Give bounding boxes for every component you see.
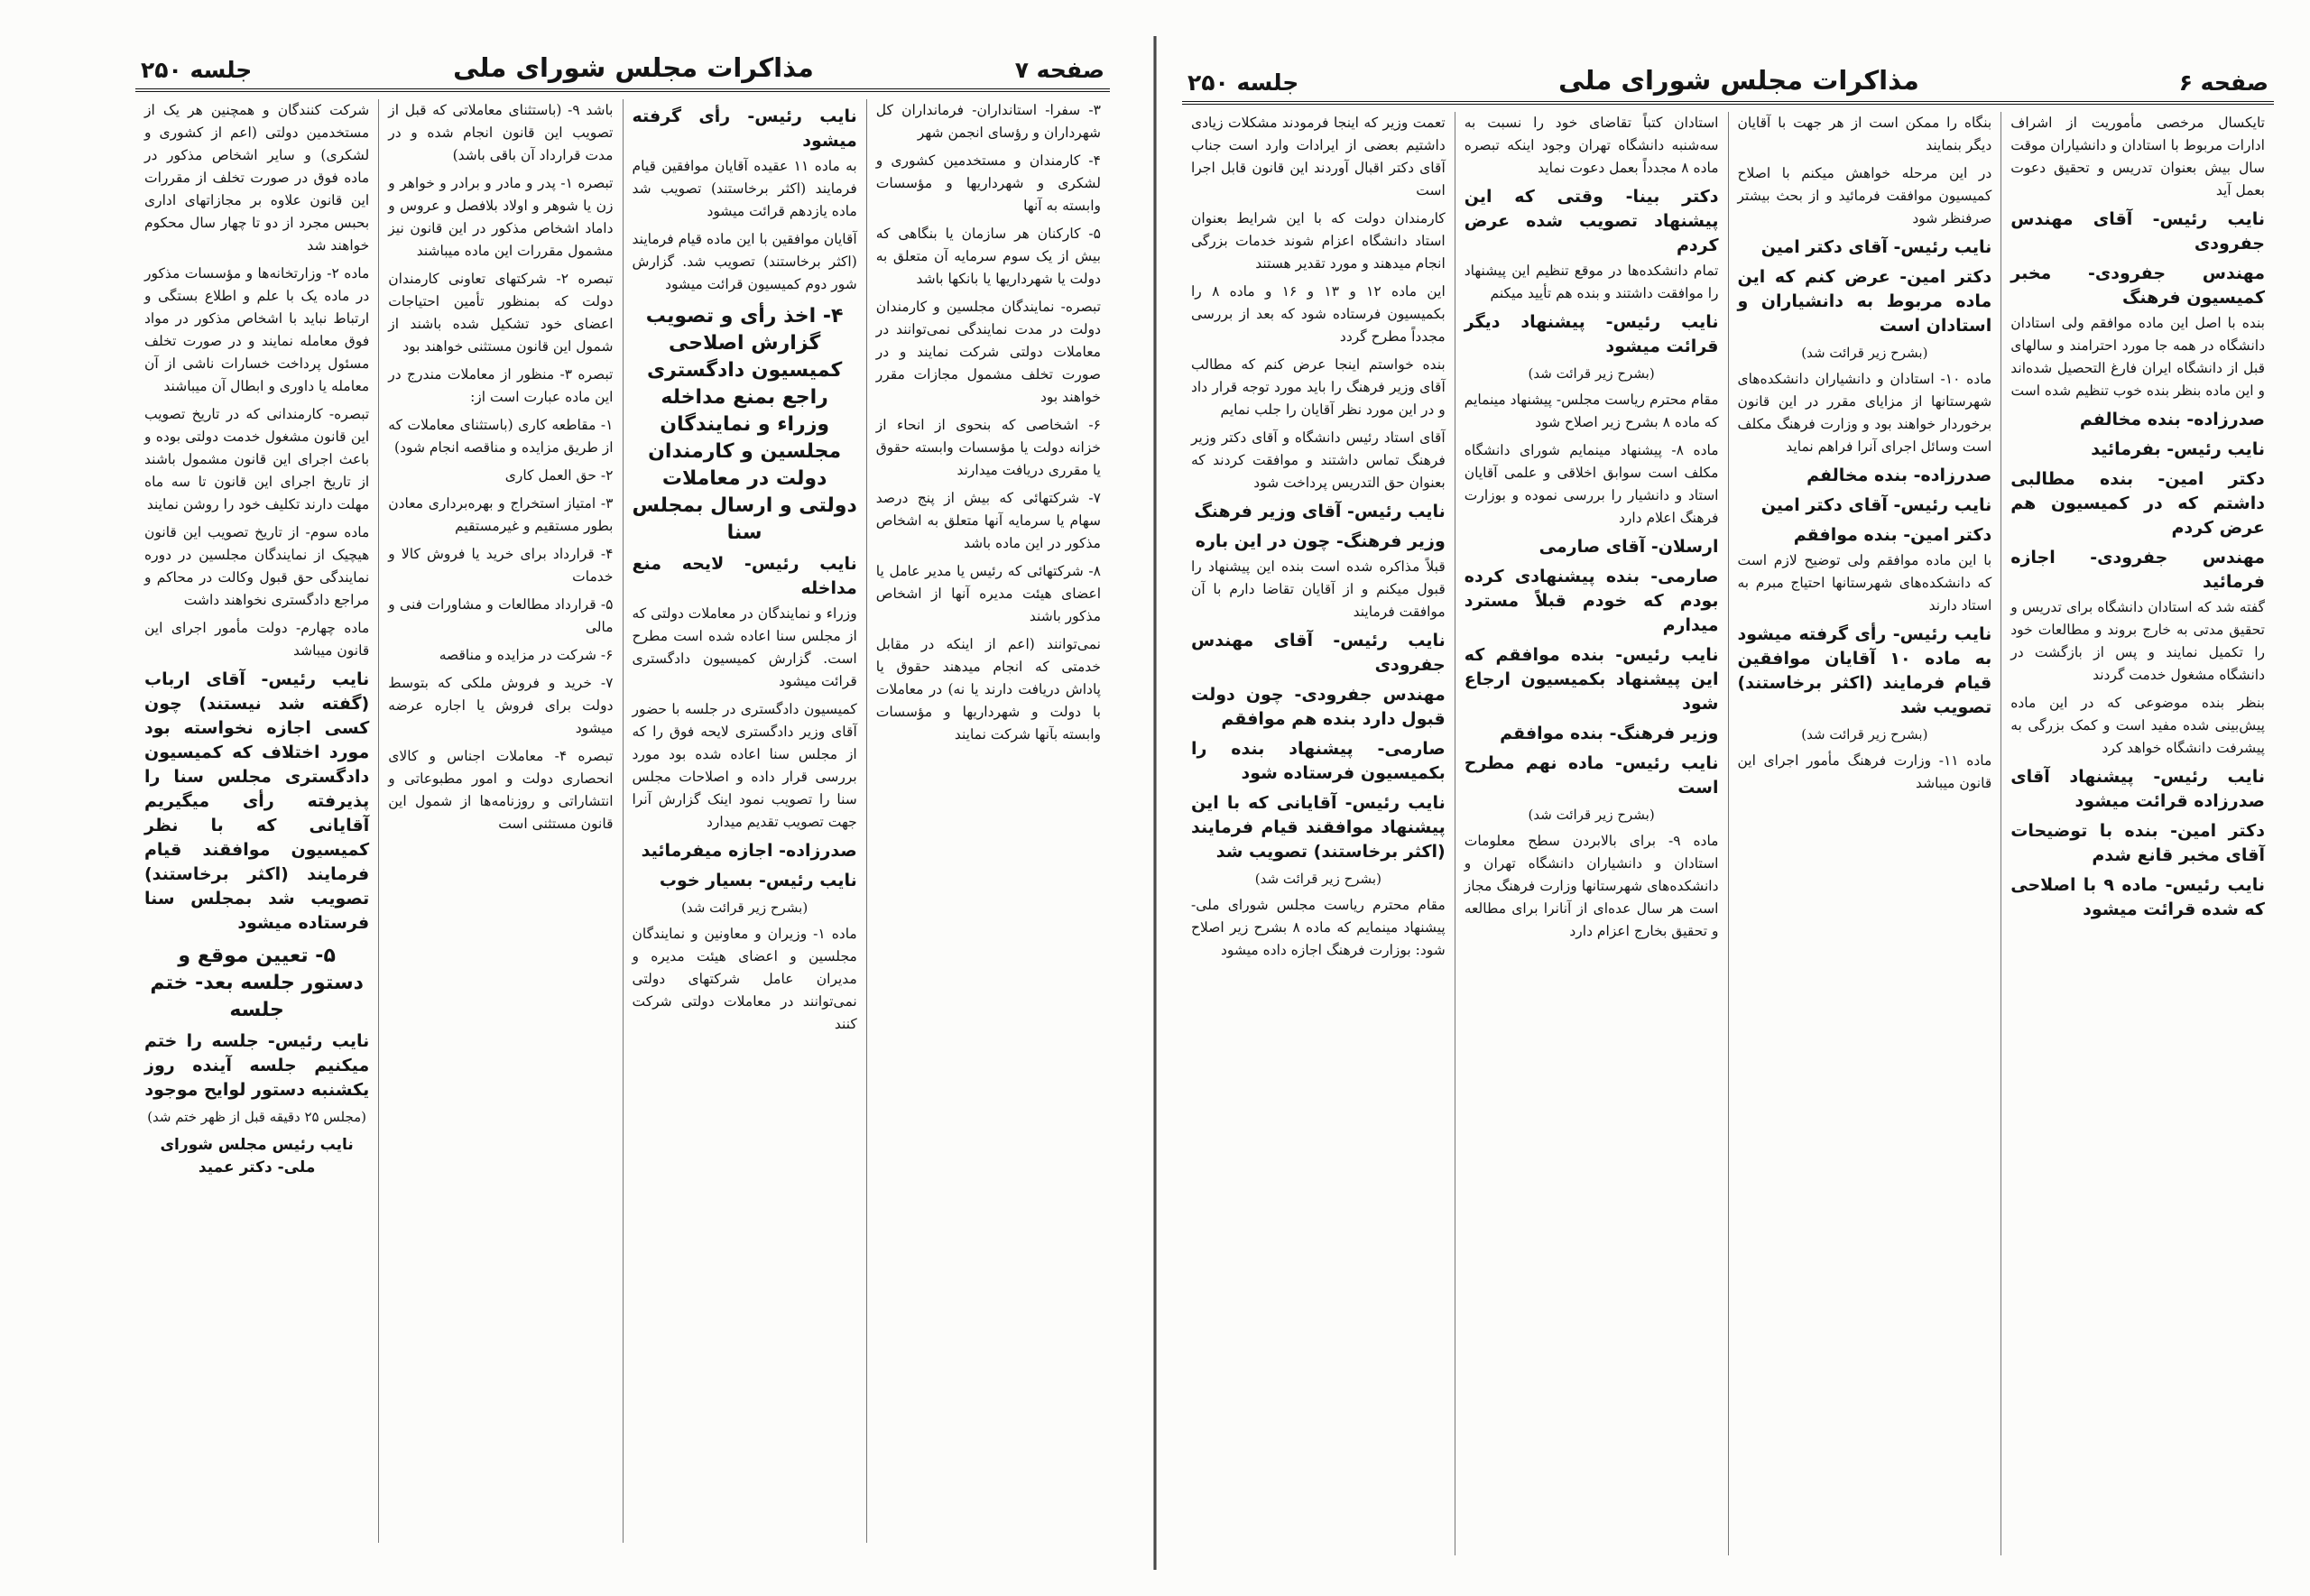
paragraph: کمیسیون دادگستری در جلسه با حضور آقای وزیر دادگستری لایحه فوق را که از مجلس سنا اعاده شده بود مورد بررسی قرار داده و اصلاحات مجلس سنا را تصویب نمود اینک گزارش آنرا جهت تصویب تقدیم میدارد — [632, 701, 857, 830]
speaker-line: مهندس جفرودی- مخبر کمیسیون فرهنگ — [2010, 263, 2265, 308]
paragraph: تعمت وزیر که اینجا فرمودند مشکلات زیادی داشتیم بعضی از ایرادات وارد است جناب آقای دکتر اقبال آوردند این قانون قابل اجرا است — [1191, 115, 1446, 198]
paragraph: شرکت کنندگان و همچنین هر یک از مستخدمین دولتی (اعم از کشوری و لشکری) و سایر اشخاص مذکور در ماده فوق در صورت تخلف از مقررات این قانون علاوه بر مجازاتهای اداری بحبس مجرد از دو تا چهار سال محکوم خواهند شد — [144, 102, 370, 254]
paragraph: به ماده ۱۱ عقیده آقایان موافقین قیام فرمایند (اکثر برخاستند) تصویب شد ماده یازدهم قرائت میشود — [632, 158, 857, 219]
page-right — [1164, 0, 2310, 1596]
paragraph: بنده خواستم اینجا عرض کنم که مطالب آقای وزیر فرهنگ را باید مورد توجه قرار داد و در این مورد نظر آقایان را جلب نمایم — [1191, 356, 1446, 418]
paragraph: ۵- قرارداد مطالعات و مشاورات فنی و مالی — [388, 596, 614, 635]
paragraph: آقایان موافقین با این ماده قیام فرمایند (اکثر برخاستند) تصویب شد. گزارش شور دوم کمیسیون قرائت میشود — [632, 231, 857, 292]
paragraph: تایکسال مرخصی مأموریت از اشراف ادارات مربوط با استادان و دانشیاران موقت سال بیش بعنوان تدریس و تحقیق دعوت بعمل آید — [2010, 115, 2265, 198]
reading-note: (بشرح زیر قرائت شد) — [681, 899, 808, 916]
paragraph: تبصره ۴- معاملات اجناس و کالای انحصاری دولت و امور مطبوعاتی و انتشاراتی و روزنامه‌ها از شمول این قانون مستثنی است — [388, 748, 614, 832]
speaker-line: وزیر فرهنگ- بنده موافقم — [1500, 724, 1719, 743]
speaker-line: نایب رئیس- لایحه منع مداخله — [632, 554, 857, 598]
paragraph: ۴- کارمندان و مستخدمین کشوری و لشکری و شهرداریها و مؤسسات وابسته به آنها — [875, 152, 1101, 214]
paragraph: تبصره- نمایندگان مجلسین و کارمندان دولت در مدت نمایندگی نمی‌توانند در معاملات دولتی شرکت نمایند و در صورت تخلف مشمول مجازات مقرر خواهند بود — [875, 299, 1101, 405]
paragraph: نمی‌توانند (اعم از اینکه در مقابل خدمتی که انجام میدهند حقوق یا پاداش دریافت دارند یا نه) در معاملات با دولت و شهرداریها و مؤسسات وابسته بآنها شرکت نمایند — [875, 636, 1101, 743]
reading-note: (بشرح زیر قرائت شد) — [1528, 365, 1655, 382]
paragraph: تبصره ۱- پدر و مادر و برادر و خواهر و زن یا شوهر و اولاد بلافصل و عروس و داماد اشخاص مذکور در این قانون نیز مشمول مقررات این ماده میباشند — [388, 175, 614, 259]
reading-note: (بشرح زیر قرائت شد) — [1801, 726, 1928, 743]
page-header — [1182, 65, 2274, 105]
speaker-line: نایب رئیس- بفرمائید — [2091, 439, 2265, 459]
paragraph: تبصره ۳- منظور از معاملات مندرج در این ماده عبارت است از: — [388, 366, 614, 405]
paragraph: ماده ۱- وزیران و معاونین و نمایندگان مجلسین و اعضای هیئت مدیره و مدیران عامل شرکتهای دولتی نمی‌توانند در معاملات دولتی شرکت کنند — [632, 926, 857, 1032]
paragraph: آقای استاد رئیس دانشگاه و آقای دکتر وزیر فرهنگ تماس داشتند و موافقت کردند که بعنوان حق التدریس پرداخت شود — [1191, 429, 1446, 491]
text-column — [135, 99, 378, 1543]
speaker-line: نایب رئیس- آقای مهندس جفرودی — [1191, 631, 1446, 675]
paragraph: ماده ۱۱- وزارت فرهنگ مأمور اجرای این قانون میباشد — [1737, 752, 1992, 791]
paragraph: مقام محترم ریاست مجلس- پیشنهاد مینمایم که ماده ۸ بشرح زیر اصلاح شود — [1464, 392, 1719, 430]
paragraph: تبصره ۲- شرکتهای تعاونی کارمندان دولت که بمنظور تأمین احتیاجات اعضای خود تشکیل شده باشند از شمول این قانون مستثنی خواهند بود — [388, 271, 614, 355]
paragraph: این ماده ۱۲ و ۱۳ و ۱۶ و ماده ۸ را بکمیسیون فرستاده شود که بعد از بررسی مجدداً مطرح گردد — [1191, 283, 1446, 345]
speaker-line: نایب رئیس- بنده موافقم که این پیشنهاد بکمیسیون ارجاع شود — [1464, 645, 1719, 714]
speaker-line: نایب رئیس- جلسه را ختم میکنیم جلسه آینده روز یکشنبه دستور لوایح موجود — [144, 1031, 370, 1100]
publication-title: مذاکرات مجلس شورای ملی — [1558, 65, 1919, 96]
speaker-line: نایب رئیس- ماده ۹ با اصلاحی که شده قرائت میشود — [2010, 875, 2266, 919]
page-number: صفحه ۷ — [1014, 57, 1104, 83]
text-column — [1182, 112, 1455, 1555]
speaker-line: مهندس جفرودی- اجازه فرمائید — [2010, 548, 2265, 592]
reading-note: (بشرح زیر قرائت شد) — [1528, 807, 1655, 823]
speaker-line: نایب رئیس- آقای مهندس جفرودی — [2010, 209, 2265, 254]
page-number: صفحه ۶ — [2178, 69, 2268, 96]
paragraph: بنده با اصل این ماده موافقم ولی استادان دانشگاه در همه جا مورد احترامند و سالهای قبل از دانشگاه ایران فارغ التحصیل شده‌اند و این ماده بنظر بنده خوب تنظیم شده است — [2010, 315, 2265, 399]
speaker-line: نایب رئیس- آقای دکتر امین — [1760, 237, 1992, 257]
paragraph: ۵- کارکنان هر سازمان یا بنگاهی که بیش از یک سوم سرمایه آن متعلق به دولت یا شهرداریها یا بانکها باشد — [875, 226, 1101, 287]
speaker-line: دکتر امین- عرض کنم که این ماده مربوط به دانشیاران و استادان است — [1737, 267, 1992, 336]
speaker-line: نایب رئیس- پیشنهاد دیگر قرائت میشود — [1464, 312, 1719, 356]
speaker-line: نایب رئیس- پیشنهاد آقای صدرزاده قرائت میشود — [2010, 767, 2265, 811]
page-fold — [1153, 36, 1157, 1570]
paragraph: ۴- قرارداد برای خرید یا فروش کالا و خدمات — [388, 546, 614, 585]
text-column — [1455, 112, 1728, 1555]
columns — [1182, 112, 2274, 1555]
speaker-line: نایب رئیس- آقای ارباب (گفته شد نیستند) چون کسی اجازه نخواسته بود مورد اختلاف که کمیسیون دادگستری مجلس سنا را پذیرفته رأی میگیریم آقایانی که با نظر کمیسیون موافقند قیام فرمایند (اکثر برخاستند) تصویب شد بمجلس سنا فرستاده میشود — [144, 669, 370, 933]
paragraph: ۷- شرکتهائی که بیش از پنج درصد سهام یا سرمایه آنها متعلق به اشخاص مذکور در این ماده باشد — [875, 490, 1101, 551]
speaker-line: دکتر امین- بنده موافقم — [1793, 525, 1992, 545]
text-column — [623, 99, 866, 1543]
paragraph: ماده ۲- وزارتخانه‌ها و مؤسسات مذکور در ماده یک با علم و اطلاع بستگی و ارتباط نباید با اشخاص مذکور در مواد فوق معامله نمایند و در صورت تخلف مسئول پرداخت خسارات ناشی از آن معامله یا داوری و ابطال آن میباشند — [144, 265, 370, 394]
reading-note: (بشرح زیر قرائت شد) — [1801, 345, 1928, 361]
paragraph: ماده سوم- از تاریخ تصویب این قانون هیچیک از نمایندگان مجلسین در دوره نمایندگی حق قبول وکالت در محاکم و مراجع دادگستری نخواهند داشت — [144, 524, 370, 608]
paragraph: باشد ۹- (باستثنای معاملاتی که قبل از تصویب این قانون انجام شده و در مدت قرارداد آن باقی باشد) — [388, 102, 614, 163]
paragraph: مقام محترم ریاست مجلس شورای ملی- پیشنهاد مینمایم که ماده ۸ بشرح زیر اصلاح شود: بوزارت فرهنگ اجازه داده میشود — [1191, 897, 1446, 958]
text-column — [378, 99, 622, 1543]
session-number: جلسه ۲۵۰ — [141, 57, 253, 83]
speaker-line: نایب رئیس- آقای دکتر امین — [1760, 495, 1992, 515]
speaker-line: دکتر بینا- وقتی که این پیشنهاد تصویب شده عرض کردم — [1464, 187, 1719, 255]
paragraph: ماده ۱۰- استادان و دانشیاران دانشکده‌های شهرستانها از مزایای مقرر در این قانون برخوردار خواهند بود و وزارت فرهنگ مکلف است وسائل اجرای آنرا فراهم نماید — [1737, 371, 1992, 455]
paragraph: ۶- اشخاصی که بنحوی از انحاء از خزانه دولت یا مؤسسات وابسته حقوق یا مقرری دریافت میدارند — [875, 417, 1101, 478]
speaker-line: صارمی- پیشنهاد بنده را بکمیسیون فرستاده شود — [1191, 739, 1446, 783]
paragraph: قبلاً مذاکره شده است بنده این پیشنهاد را قبول میکنم و از آقایان تقاضا دارم با آن موافقت فرمایند — [1191, 558, 1446, 620]
publication-title: مذاکرات مجلس شورای ملی — [453, 52, 814, 83]
speaker-line: ارسلان- آقای صارمی — [1538, 537, 1719, 557]
paragraph: استادان کتباً تقاضای خود را نسبت به سه‌شنبه دانشگاه تهران وجود اینکه تبصره ماده ۸ مجدداً بعمل دعوت نماید — [1464, 115, 1719, 176]
section-heading: ۵- تعیین موقع و دستور جلسه بعد- ختم جلسه — [150, 945, 364, 1021]
text-column — [2000, 112, 2274, 1555]
speaker-line: دکتر امین- بنده با توضیحات آقای مخبر قانع شدم — [2010, 821, 2265, 865]
speaker-line: وزیر فرهنگ- چون در این باره — [1195, 531, 1446, 551]
signature-line: نایب رئیس مجلس شورای ملی- دکتر عمید — [160, 1136, 354, 1176]
paragraph: ۷- خرید و فروش ملکی که بتوسط دولت برای فروش یا اجاره عرضه میشود — [388, 675, 614, 736]
paragraph: ماده چهارم- دولت مأمور اجرای این قانون میباشد — [144, 620, 370, 659]
paragraph: کارمندان دولت که با این شرایط بعنوان استاد دانشگاه اعزام شوند خدمات بزرگی انجام میدهند و مورد تقدیر هستند — [1191, 210, 1446, 272]
reading-note: (بشرح زیر قرائت شد) — [1254, 871, 1381, 887]
session-number: جلسه ۲۵۰ — [1187, 69, 1299, 96]
paragraph: تمام دانشکده‌ها در موقع تنظیم این پیشنهاد را موافقت داشتند و بنده هم تأیید میکنم — [1464, 263, 1719, 301]
speaker-line: صدرزاده- بنده مخالفم — [2079, 410, 2265, 429]
section-heading: ۴- اخذ رأی و تصویب گزارش اصلاحی کمیسیون دادگستری راجع بمنع مداخله وزراء و نمایندگان مجلسین و کارمندان دولت در معاملات دولتی و ارسال بمجلس سنا — [632, 305, 857, 544]
speaker-line: نایب رئیس- رأی گرفته میشود — [632, 106, 857, 151]
paragraph: تبصره- کارمندانی که در تاریخ تصویب این قانون مشغول خدمت دولتی بوده و باعث اجرای این قانون مشمول باشند از تاریخ اجرای این قانون تا سه ماه مهلت دارند تکلیف خود را روشن نمایند — [144, 406, 370, 512]
speaker-line: نایب رئیس- بسیار خوب — [659, 871, 857, 890]
paragraph: ۶- شرکت در مزایده و مناقصه — [439, 647, 614, 663]
text-column — [866, 99, 1110, 1543]
paragraph: با این ماده موافقم ولی توضیح لازم است که دانشکده‌های شهرستانها احتیاج مبرم به استاد دارند — [1737, 552, 1992, 613]
speaker-line: دکتر امین- بنده مطالبی داشتم که در کمیسیون هم عرض کردم — [2010, 469, 2265, 538]
paragraph: در این مرحله خواهش میکنم با اصلاح کمیسیون موافقت فرمائید و از بحث بیشتر صرفنظر شود — [1737, 165, 1992, 226]
paragraph: وزراء و نمایندگان در معاملات دولتی که از مجلس سنا اعاده شده است مطرح است. گزارش کمیسیون دادگستری قرائت میشود — [632, 605, 857, 689]
paragraph: ۳- سفرا- استانداران- فرمانداران کل شهرداران و رؤسای انجمن شهر — [875, 102, 1101, 141]
paragraph: ۱- مقاطعه کاری (باستثنای معاملات که از طریق مزایده و مناقصه انجام شود) — [388, 417, 614, 456]
speaker-line: مهندس جفرودی- چون دولت قبول دارد بنده هم موافقم — [1191, 685, 1446, 729]
speaker-line: نایب رئیس- رأی گرفته میشود به ماده ۱۰ آقایان موافقین قیام فرمایند (اکثر برخاستند) تصویب شد — [1737, 624, 1992, 717]
page-header — [135, 52, 1110, 92]
speaker-line: نایب رئیس- آقایانی که با این پیشنهاد موافقند قیام فرمایند (اکثر برخاستند) تصویب شد — [1191, 793, 1446, 862]
paragraph: ماده ۸- پیشنهاد مینمایم شورای دانشگاه مکلف است سوابق اخلاقی و علمی آقایان استاد و دانشیار را بررسی نموده و بوزارت فرهنگ اعلام دارد — [1464, 442, 1719, 526]
text-column — [1728, 112, 2001, 1555]
speaker-line: نایب رئیس- ماده نهم مطرح است — [1464, 753, 1719, 798]
speaker-line: صدرزاده- اجازه میفرمائید — [641, 841, 857, 861]
paragraph: گفته شد که استادان دانشگاه برای تدریس و تحقیق مدتی به خارج بروند و مطالعات خود را تکمیل نمایند و پس از بازگشت در دانشگاه مشغول خدمت گردند — [2010, 599, 2265, 683]
paragraph: بنظر بنده موضوعی که در این ماده پیش‌بینی شده مفید است و کمک بزرگی به پیشرفت دانشگاه خواهد کرد — [2010, 695, 2265, 756]
closing-note: (مجلس ۲۵ دقیقه قبل از ظهر ختم شد) — [147, 1109, 367, 1125]
columns — [135, 99, 1110, 1543]
paragraph: ماده ۹- برای بالابردن سطح معلومات استادان و دانشیاران دانشگاه تهران و دانشکده‌های شهرستانها وزارت فرهنگ مجاز است هر سال عده‌ای از آنانرا برای مطالعه و تحقیق بخارج اعزام دارد — [1464, 833, 1719, 939]
paragraph: ۸- شرکتهائی که رئیس یا مدیر عامل یا اعضای هیئت مدیره آنها از اشخاص مذکور باشند — [875, 563, 1101, 624]
speaker-line: صارمی- بنده پیشنهادی کرده بودم که خودم قبلاً مسترد میدارم — [1464, 567, 1719, 635]
speaker-line: نایب رئیس- آقای وزیر فرهنگ — [1194, 502, 1446, 521]
paragraph: بنگاه را ممکن است از هر جهت با آقایان دیگر بنمایند — [1737, 115, 1992, 153]
page-left — [0, 0, 1146, 1596]
paragraph: ۳- امتیاز استخراج و بهره‌برداری معادن بطور مستقیم و غیرمستقیم — [388, 495, 614, 534]
paragraph: ۲- حق العمل کاری — [504, 467, 614, 484]
speaker-line: صدرزاده- بنده مخالفم — [1806, 466, 1992, 485]
